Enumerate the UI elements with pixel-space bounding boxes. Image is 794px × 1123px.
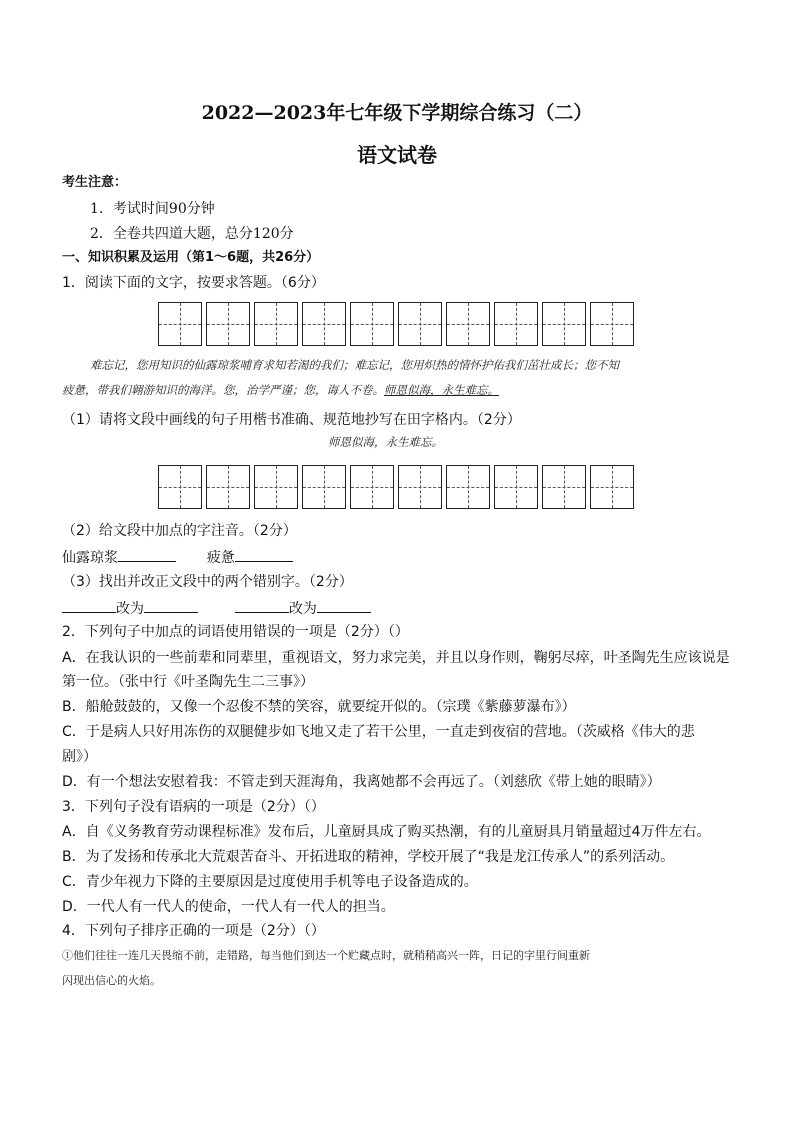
q4-sentence-1-line-2: 闪现出信心的火焰。 — [62, 974, 161, 987]
grid-cell[interactable] — [206, 465, 250, 509]
q2-option-c-2: 剧》） — [62, 749, 97, 765]
q4-sentence-1-line-1: ①他们往往一连几天畏缩不前，走错路，每当他们到达一个贮藏点时，就稍稍高兴一阵，日记的字里行间重新 — [62, 949, 590, 962]
typo-blank-2[interactable] — [235, 598, 289, 613]
q2-option-b: B．船舱鼓鼓的，又像一个忍俊不禁的笑容，就要绽开似的。（宗璞《紫藤萝瀑布》） — [62, 699, 576, 715]
change-label-1: 改为 — [116, 601, 144, 617]
grid-cell[interactable] — [302, 465, 346, 509]
grid-cell[interactable] — [206, 302, 250, 346]
grid-cell[interactable] — [398, 465, 442, 509]
grid-cell[interactable] — [254, 302, 298, 346]
q2-option-d: D．有一个想法安慰着我：不管走到天涯海角，我离她都不会再远了。（刘慈欣《带上她的眼睛》） — [62, 774, 661, 790]
word-pibei: 疲惫 — [206, 550, 235, 566]
q4-stem: 4．下列句子排序正确的一项是（2分）（） — [62, 923, 325, 939]
notice-heading: 考生注意： — [62, 175, 128, 190]
tianzige-grid-1[interactable] — [158, 302, 638, 346]
grid-cell[interactable] — [446, 302, 490, 346]
q2-option-a-1: A．在我认识的一些前辈和同辈里，重视语文，努力求完美，并且以身作则，鞠躬尽瘁，叶圣陶先生应该说是 — [62, 650, 730, 666]
word-xianluqiongjiang: 仙露琼浆 — [62, 550, 118, 566]
pinyin-blank-1[interactable] — [118, 547, 176, 562]
grid-cell[interactable] — [494, 302, 538, 346]
passage-line-1: 难忘记，您用知识的仙露琼浆哺育求知若渴的我们；难忘记，您用炽热的情怀护佑我们茁壮成长；您不知 — [90, 358, 619, 372]
page-subtitle: 语文试卷 — [357, 143, 437, 167]
page-title: 2022—2023年七年级下学期综合练习（二） — [201, 102, 593, 124]
grid-cell[interactable] — [158, 302, 202, 346]
q1-sub3-answers — [62, 598, 371, 619]
typo-blank-1[interactable] — [62, 598, 116, 613]
q1-stem: 1．阅读下面的文字，按要求答题。（6分） — [62, 275, 325, 291]
correction-blank-1[interactable] — [144, 598, 198, 613]
q1-sub1: （1）请将文段中画线的句子用楷书准确、规范地抄写在田字格内。（2分） — [62, 412, 521, 428]
passage-line-2 — [62, 380, 499, 401]
grid-cell[interactable] — [254, 465, 298, 509]
grid-cell[interactable] — [350, 465, 394, 509]
q1-sub2: （2）给文段中加点的字注音。（2分） — [62, 523, 297, 539]
grid-cell[interactable] — [350, 302, 394, 346]
q2-option-a-2: 第一位。（张中行《叶圣陶先生二三事》） — [62, 674, 314, 690]
q1-sub3: （3）找出并改正文段中的两个错别字。（2分） — [62, 574, 353, 590]
notice-item-2: 2．全卷共四道大题，总分120分 — [90, 226, 294, 242]
q3-stem: 3．下列句子没有语病的一项是（2分）（） — [62, 799, 325, 815]
grid-cell[interactable] — [446, 465, 490, 509]
q3-option-b: B．为了发扬和传承北大荒艰苦奋斗、开拓进取的精神，学校开展了“我是龙江传承人”的系列活动。 — [62, 849, 675, 865]
notice-item-1: 1．考试时间90分钟 — [90, 201, 215, 217]
grid-cell[interactable] — [542, 465, 586, 509]
grid-cell[interactable] — [590, 465, 634, 509]
correction-blank-2[interactable] — [317, 598, 371, 613]
grid-cell[interactable] — [494, 465, 538, 509]
grid-cell[interactable] — [590, 302, 634, 346]
q1-sub1-model-text: 师恩似海，永生难忘。 — [328, 435, 443, 449]
q1-sub2-answers — [62, 547, 293, 568]
q3-option-d: D．一代人有一代人的使命，一代人有一代人的担当。 — [62, 899, 395, 915]
passage-underlined-sentence: 师恩似海，永生难忘。 — [384, 383, 499, 397]
grid-cell[interactable] — [302, 302, 346, 346]
q2-option-c-1: C．于是病人只好用冻伤的双腿健步如飞地又走了若干公里，一直走到夜宿的营地。（茨威格《伟大的悲 — [62, 724, 695, 740]
grid-cell[interactable] — [158, 465, 202, 509]
q3-option-c: C．青少年视力下降的主要原因是过度使用手机等电子设备造成的。 — [62, 874, 478, 890]
pinyin-blank-2[interactable] — [235, 547, 293, 562]
section-heading: 一、知识积累及运用（第1～6题，共26分） — [62, 250, 320, 265]
tianzige-grid-2[interactable] — [158, 465, 638, 509]
grid-cell[interactable] — [542, 302, 586, 346]
q2-stem: 2．下列句子中加点的词语使用错误的一项是（2分）（） — [62, 624, 409, 640]
q3-option-a: A．自《义务教育劳动课程标准》发布后，儿童厨具成了购买热潮，有的儿童厨具月销量超过4万件左右。 — [62, 824, 711, 840]
passage-line-2-text: 疲惫，带我们翱游知识的海洋。您，治学严谨；您，诲人不卷。 — [62, 383, 384, 397]
change-label-2: 改为 — [288, 601, 317, 617]
grid-cell[interactable] — [398, 302, 442, 346]
